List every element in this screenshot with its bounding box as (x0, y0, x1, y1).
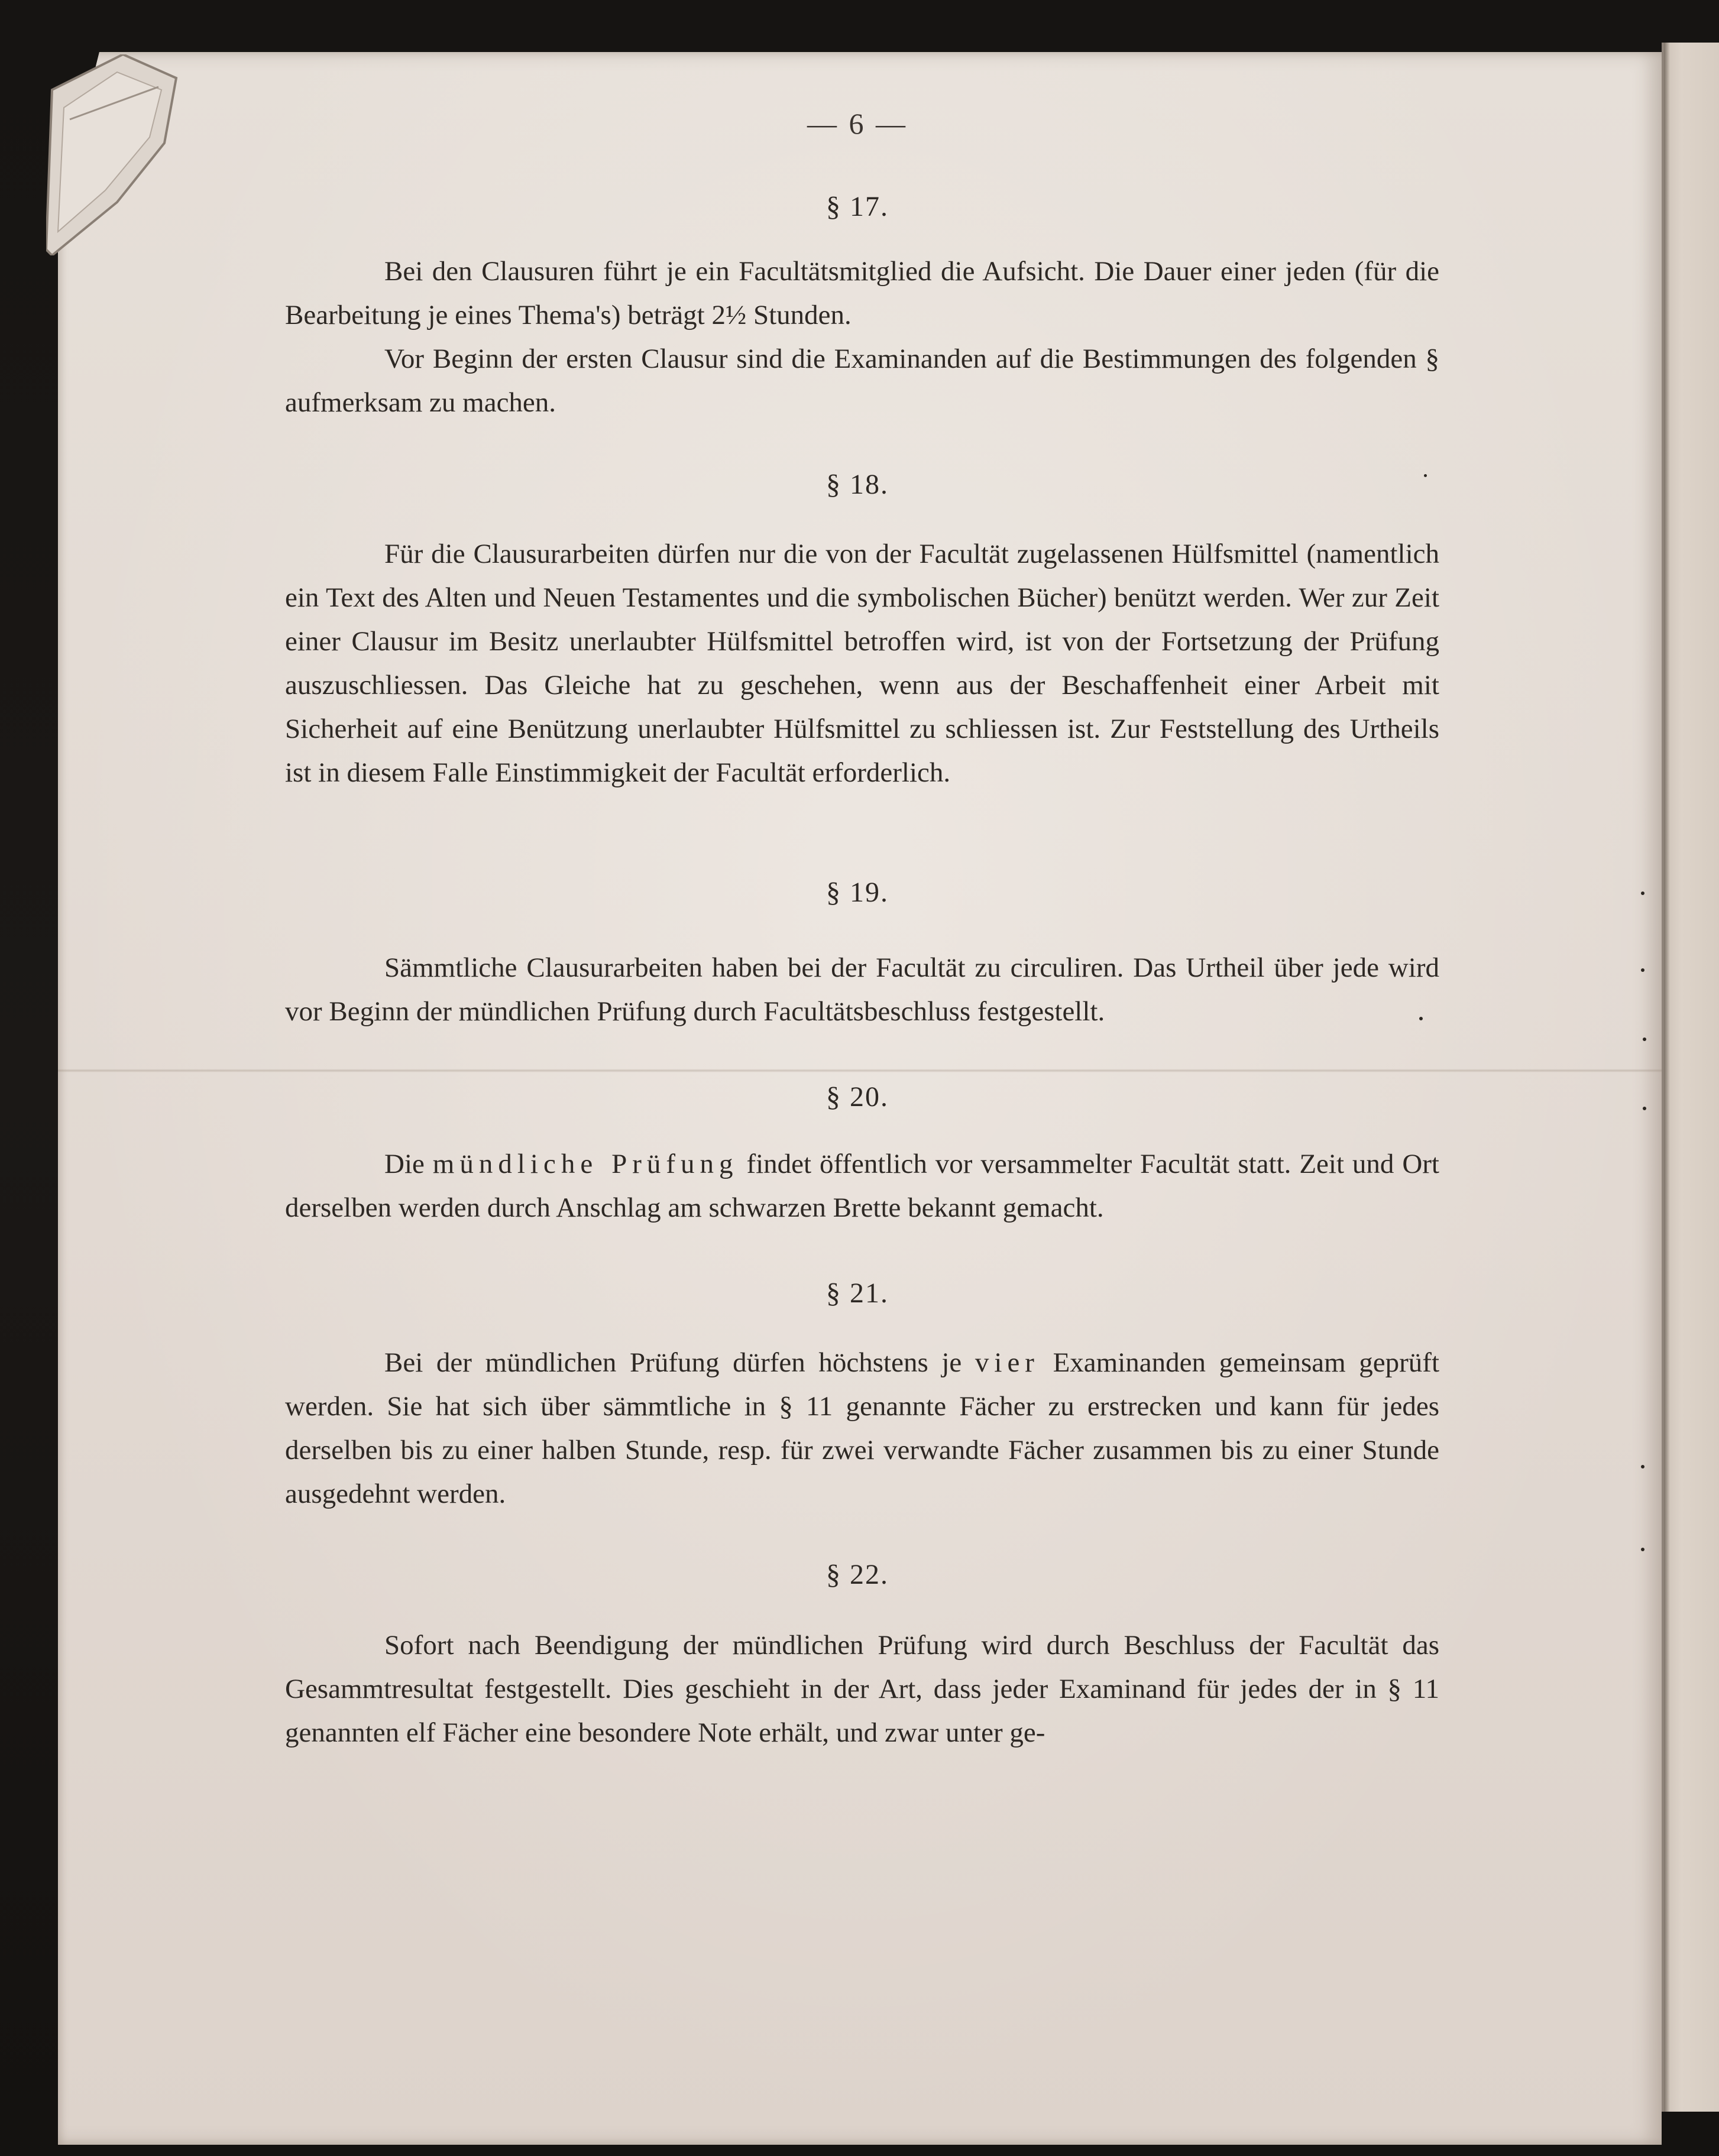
paper-speck (1641, 968, 1644, 972)
dog-ear-corner (46, 54, 182, 255)
section-19-body (285, 946, 1439, 1033)
paper-speck (1643, 1107, 1646, 1110)
section-heading-21: § 21. (826, 1278, 889, 1309)
section-heading-20: § 20. (826, 1081, 889, 1113)
page-number: — 6 — (807, 107, 908, 140)
paper-speck (1641, 1465, 1644, 1468)
section-18-body (285, 532, 1439, 795)
paper-speck (1641, 891, 1644, 895)
section-heading-17: § 17. (826, 191, 889, 222)
emphasized-term: vier (975, 1347, 1040, 1378)
paragraph: Bei den Clausuren führt je ein Facultätsmitglied die Aufsicht. Die Dauer einer jeden (für die Bearbeitung je eines Thema's) beträgt 2½ Stunden. (285, 256, 1439, 330)
paragraph (285, 1142, 1439, 1230)
paragraph (285, 1341, 1439, 1516)
adjacent-page-edge (1662, 43, 1719, 2112)
text-run: Die (384, 1149, 433, 1179)
text-run: findet öffentlich vor versammelter Facultät statt. Zeit und Ort derselben werden durch Anschlag am schwarzen Brette bekannt gemacht. (285, 1149, 1439, 1223)
emphasized-term: mündliche Prüfung (432, 1149, 739, 1179)
paragraph: Sofort nach Beendigung der mündlichen Prüfung wird durch Beschluss der Facultät das Gesammtresultat festgestellt. Dies geschieht in der Art, dass jeder Examinand für jedes der in § 11 genannten elf Fächer eine besondere Note erhält, und zwar unter ge- (285, 1630, 1439, 1748)
paragraph: Sämmtliche Clausurarbeiten haben bei der Facultät zu circuliren. Das Urtheil über jede wird vor Beginn der mündlichen Prüfung durch Facultätsbeschluss festgestellt. (285, 952, 1439, 1027)
section-20-body (285, 1142, 1439, 1230)
section-22-body (285, 1623, 1439, 1755)
paper-speck (1641, 1548, 1644, 1551)
section-heading-18: § 18. (826, 469, 889, 500)
section-heading-22: § 22. (826, 1559, 889, 1590)
paper-speck (1424, 474, 1427, 477)
paper-speck (1419, 1017, 1423, 1020)
paragraph: Für die Clausurarbeiten dürfen nur die von der Facultät zugelassenen Hülfsmittel (namentlich ein Text des Alten und Neuen Testamentes und die symbolischen Bücher) benützt werden. Wer zur Zeit einer Clausur im Besitz unerlaubter Hülfsmittel betroffen wird, ist von der Fortsetzung der Prüfung auszuschliessen. Das Gleiche hat zu geschehen, wenn aus der Beschaffenheit einer Arbeit mit Sicherheit auf eine Benützung unerlaubter Hülfsmittel zu schliessen ist. Zur Feststellung des Urtheils ist in diesem Falle Einstimmigkeit der Facultät erforderlich. (285, 539, 1439, 788)
paper-speck (1643, 1038, 1646, 1041)
section-17-body (285, 249, 1439, 424)
section-21-body (285, 1341, 1439, 1516)
text-run: Examinanden gemeinsam geprüft werden. Sie hat sich über sämmtliche in § 11 genannte Fächer zu erstrecken und kann für jedes derselben bis zu einer halben Stunde, resp. für zwei verwandte Fächer zusammen bis zu einer Stunde ausgedehnt werden. (285, 1347, 1439, 1509)
fold-crease (58, 1069, 1662, 1072)
paragraph: Vor Beginn der ersten Clausur sind die Examinanden auf die Bestimmungen des folgenden § aufmerksam zu machen. (285, 343, 1439, 418)
text-run: Bei der mündlichen Prüfung dürfen höchstens je (384, 1347, 975, 1378)
section-heading-19: § 19. (826, 877, 889, 908)
